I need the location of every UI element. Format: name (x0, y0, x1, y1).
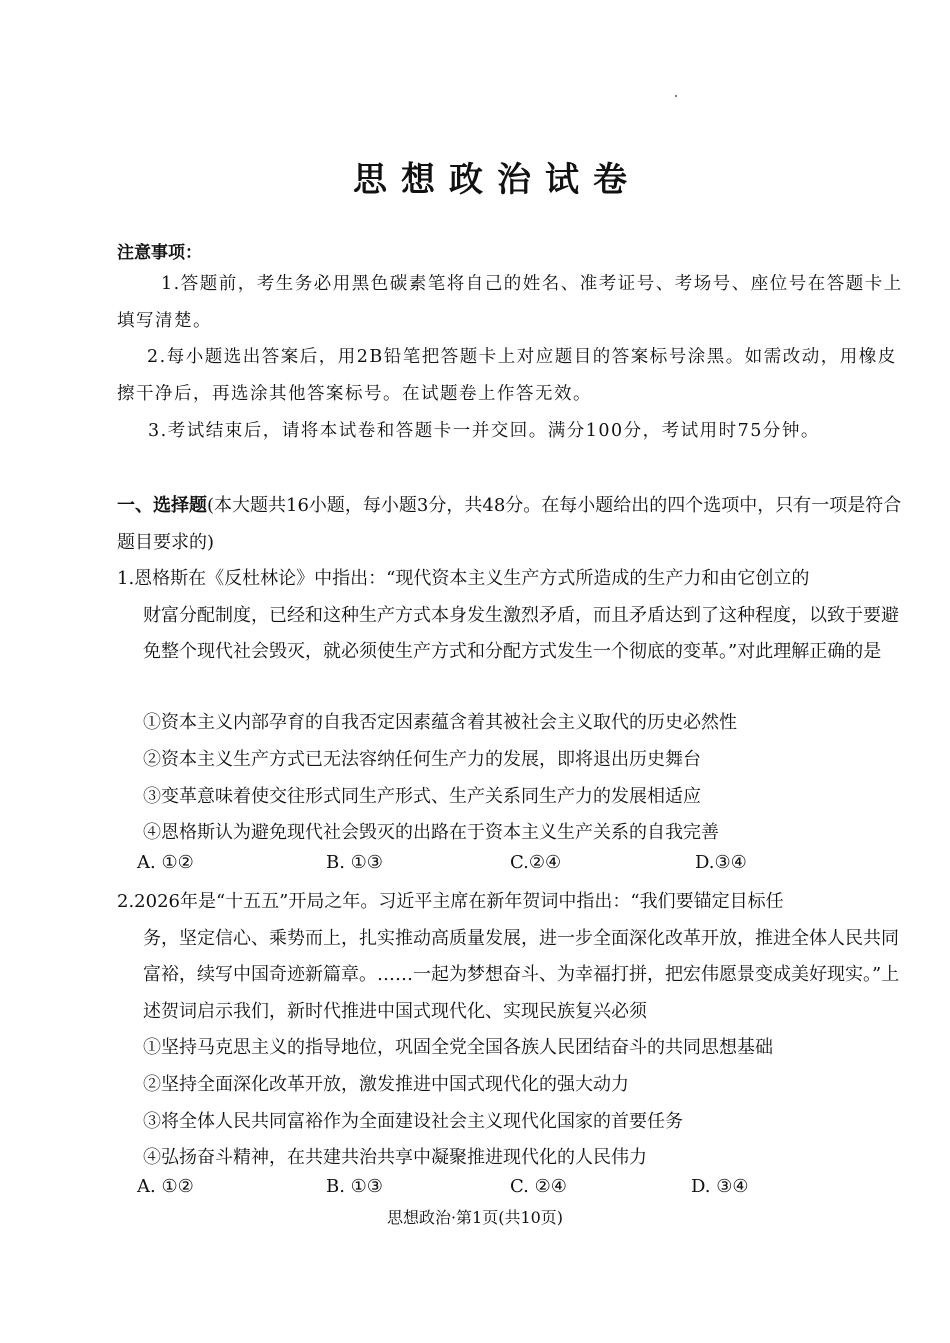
notice-item-1: 1.答题前，考生务必用黑色碳素笔将自己的姓名、准考证号、考场号、座位号在答题卡上填写清楚。 (117, 274, 903, 331)
page-footer: 思想政治·第1页(共10页) (386, 1208, 564, 1227)
section-header (117, 487, 907, 561)
question-1-continuation: 财富分配制度，已经和这种生产方式本身发生激烈矛盾，而且矛盾达到了这种程度，以致于要避免整个现代社会毁灭，就必须使生产方式和分配方式发生一个彻底的变革。”对此理解正确的是 (143, 604, 899, 662)
notice-item-2: 2.每小题选出答案后，用2B铅笔把答题卡上对应题目的答案标号涂黑。如需改动，用橡皮擦干净后，再选涂其他答案标号。在试题卷上作答无效。 (117, 347, 897, 404)
question-2-option-4: ④弘扬奋斗精神，在共建共治共享中凝聚推进现代化的人民伟力 (143, 1147, 647, 1168)
question-2-choice-c: C. ②④ (510, 1176, 567, 1197)
question-2-option-1: ①坚持马克思主义的指导地位，巩固全党全国各族人民团结奋斗的共同思想基础 (143, 1037, 773, 1058)
question-2-choice-a: A. ①② (137, 1176, 194, 1197)
question-1-choice-d: D.③④ (695, 852, 747, 873)
section-heading: 一、选择题 (117, 495, 207, 516)
notice-heading: 注意事项： (117, 243, 202, 263)
question-2-option-2: ②坚持全面深化改革开放，激发推进中国式现代化的强大动力 (143, 1074, 629, 1095)
scan-speck (675, 95, 677, 97)
question-1-option-3: ③变革意味着使交往形式同生产形式、生产关系同生产力的发展相适应 (143, 786, 701, 807)
question-1-option-4: ④恩格斯认为避免现代社会毁灭的出路在于资本主义生产关系的自我完善 (143, 822, 719, 843)
question-2-stem (117, 884, 912, 1030)
page-title: 思想政治试卷 (353, 160, 641, 200)
question-2-continuation: 务，坚定信心、乘势而上，扎实推动高质量发展，进一步全面深化改革开放，推进全体人民共同富裕，续写中国奇迹新篇章。……一起为梦想奋斗、为幸福打拼，把宏伟愿景变成美好现实。”上述贺词启示我们，新时代推进中国式现代化、实现民族复兴必须 (143, 927, 900, 1022)
question-2-first-line: 2.2026年是“十五五”开局之年。习近平主席在新年贺词中指出：“我们要锚定目标任 (117, 891, 784, 912)
question-1-option-2: ②资本主义生产方式已无法容纳任何生产力的发展，即将退出历史舞台 (143, 749, 701, 770)
question-1-choice-c: C.②④ (510, 852, 562, 873)
question-2-choice-b: B. ①③ (326, 1176, 383, 1197)
notice-item-3: 3.考试结束后，请将本试卷和答题卡一并交回。满分100分，考试用时75分钟。 (148, 421, 820, 441)
question-1-choice-a: A. ①② (137, 852, 194, 873)
question-1-first-line: 1.恩格斯在《反杜林论》中指出：“现代资本主义生产方式所造成的生产力和由它创立的 (117, 568, 810, 589)
section-description: (本大题共16小题，每小题3分，共48分。在每小题给出的四个选项中，只有一项是符合题目要求的) (117, 495, 902, 553)
question-2-choice-d: D. ③④ (691, 1176, 749, 1197)
question-2-option-3: ③将全体人民共同富裕作为全面建设社会主义现代化国家的首要任务 (143, 1111, 683, 1132)
question-1-stem (117, 561, 912, 671)
question-1-choice-b: B. ①③ (326, 852, 383, 873)
question-1-option-1: ①资本主义内部孕育的自我否定因素蕴含着其被社会主义取代的历史必然性 (143, 712, 737, 733)
